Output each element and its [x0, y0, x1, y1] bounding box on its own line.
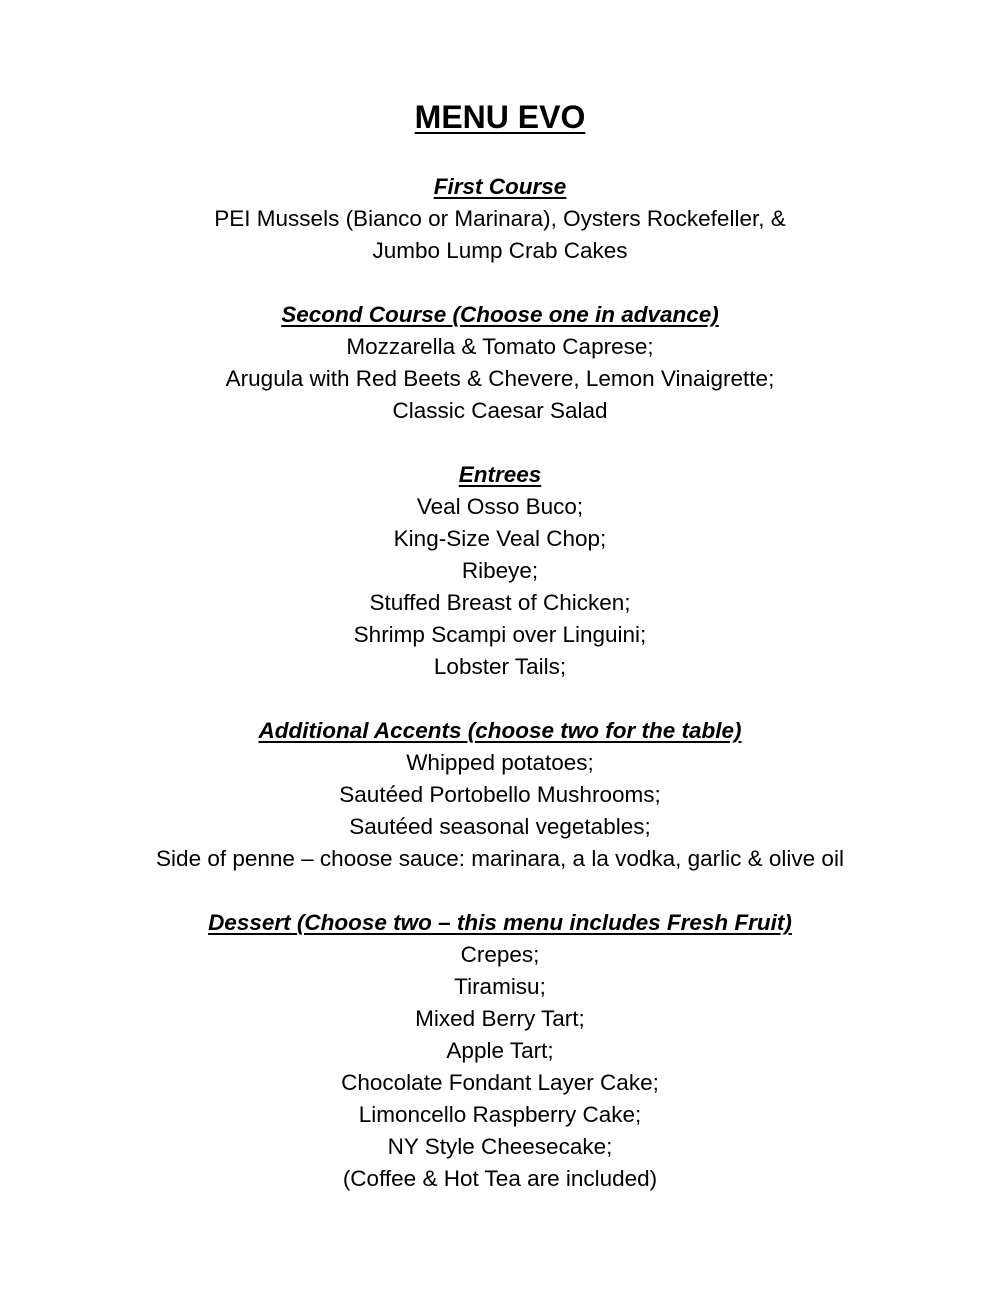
menu-line: Limoncello Raspberry Cake; [358, 1102, 642, 1127]
menu-line: Ribeye; [461, 558, 539, 583]
menu-line: Tiramisu; [454, 974, 546, 999]
menu-line: Shrimp Scampi over Linguini; [353, 622, 647, 647]
menu-body [0, 171, 1000, 1195]
menu-line: Crepes; [460, 942, 540, 967]
menu-line: Side of penne – choose sauce: marinara, a la vodka, garlic & olive oil [156, 846, 844, 871]
menu-line: Whipped potatoes; [406, 750, 594, 775]
menu-line: Veal Osso Buco; [416, 494, 584, 519]
section-second-course [0, 299, 1000, 427]
section-heading: Additional Accents (choose two for the table) [258, 718, 742, 743]
page-title: MENU EVO [414, 99, 586, 135]
section-dessert [0, 907, 1000, 1195]
section-entrees [0, 459, 1000, 683]
menu-line: Arugula with Red Beets & Chevere, Lemon Vinaigrette; [225, 366, 775, 391]
menu-line: Jumbo Lump Crab Cakes [372, 238, 628, 263]
section-first-course [0, 171, 1000, 267]
menu-line: Mixed Berry Tart; [415, 1006, 585, 1031]
section-heading: First Course [433, 174, 567, 199]
menu-line: Stuffed Breast of Chicken; [369, 590, 631, 615]
menu-line: Lobster Tails; [433, 654, 567, 679]
menu-line: Sautéed Portobello Mushrooms; [339, 782, 661, 807]
menu-line: Classic Caesar Salad [392, 398, 608, 423]
section-additional-accents [0, 715, 1000, 875]
menu-line: PEI Mussels (Bianco or Marinara), Oysters Rockefeller, & [214, 206, 786, 231]
menu-line: Apple Tart; [446, 1038, 554, 1063]
menu-line: Chocolate Fondant Layer Cake; [341, 1070, 659, 1095]
section-heading: Second Course (Choose one in advance) [281, 302, 719, 327]
menu-line: Mozzarella & Tomato Caprese; [346, 334, 654, 359]
section-heading: Entrees [458, 462, 542, 487]
menu-line: (Coffee & Hot Tea are included) [342, 1166, 658, 1191]
menu-line: Sautéed seasonal vegetables; [349, 814, 651, 839]
section-heading: Dessert (Choose two – this menu includes Fresh Fruit) [208, 910, 792, 935]
menu-line: NY Style Cheesecake; [387, 1134, 613, 1159]
menu-line: King-Size Veal Chop; [393, 526, 607, 551]
